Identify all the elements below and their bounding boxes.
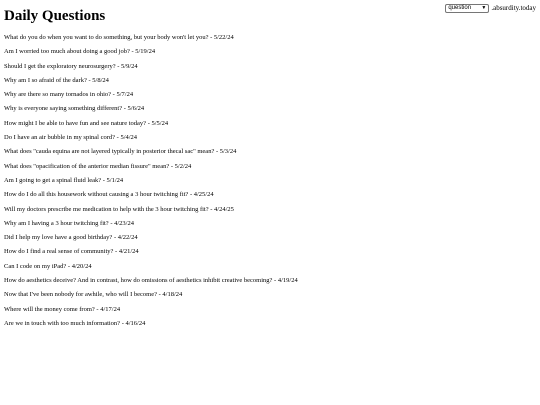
question-link[interactable]: [4, 134, 137, 141]
question-item: [4, 120, 298, 134]
question-link[interactable]: [4, 163, 191, 170]
chevron-down-icon: ▼: [481, 5, 487, 11]
question-text: Are we in touch with too much information?: [4, 319, 121, 327]
question-link[interactable]: [4, 191, 214, 198]
question-separator: -: [113, 248, 119, 256]
question-separator: -: [120, 319, 126, 327]
question-date: 4/22/24: [117, 234, 138, 242]
question-text: Why are there so many tornados in ohio?: [4, 91, 112, 99]
question-link[interactable]: [4, 177, 123, 184]
question-text: Am I worried too much about doing a good job?: [4, 48, 130, 56]
question-item: [4, 291, 298, 305]
question-item: [4, 234, 298, 248]
question-separator: -: [101, 176, 107, 184]
question-link[interactable]: [4, 206, 234, 213]
question-text: Why am I having a 3 hour twitching fit?: [4, 219, 109, 227]
question-text: Should I get the exploratory neurosurgery?: [4, 62, 116, 70]
question-link[interactable]: [4, 34, 234, 41]
question-date: 4/19/24: [277, 277, 298, 285]
question-separator: -: [156, 291, 163, 299]
question-separator: -: [129, 48, 136, 56]
question-text: How do aesthetics deceive? And in contrast, how do omissions of aesthetics inhibit creative becoming?: [4, 277, 273, 285]
question-link[interactable]: [4, 120, 168, 127]
question-text: Do I have an air bubble in my spinal cord?: [4, 134, 116, 142]
site-switcher: [445, 4, 536, 13]
question-item: [4, 177, 298, 191]
question-item: [4, 306, 298, 320]
question-date: 5/1/24: [106, 176, 124, 184]
question-separator: -: [169, 162, 175, 170]
question-list: [4, 34, 298, 334]
page-title: Daily Questions: [4, 8, 106, 24]
question-date: 5/7/24: [116, 91, 134, 99]
question-item: [4, 263, 298, 277]
question-date: 5/8/24: [92, 76, 109, 84]
question-date: 5/6/24: [127, 105, 145, 113]
question-separator: -: [111, 91, 117, 99]
question-date: 5/2/24: [174, 162, 192, 170]
question-link[interactable]: [4, 291, 182, 298]
question-separator: -: [108, 219, 115, 227]
question-link[interactable]: [4, 320, 145, 327]
question-item: [4, 248, 298, 262]
question-date: 4/23/24: [114, 219, 134, 227]
question-text: What does "opacification of the anterior median fissure" mean?: [4, 162, 170, 170]
question-date: 4/21/24: [118, 248, 139, 256]
question-item: [4, 206, 298, 220]
question-separator: -: [208, 34, 214, 41]
question-link[interactable]: [4, 91, 133, 98]
question-item: [4, 277, 298, 291]
question-link[interactable]: [4, 105, 144, 112]
question-item: [4, 77, 298, 91]
question-separator: -: [188, 191, 194, 199]
site-domain: .absurdity.today: [491, 4, 536, 12]
question-date: 5/4/24: [120, 134, 138, 142]
question-text: What do you do when you want to do something, but your body won't let you?: [4, 34, 209, 41]
question-link[interactable]: [4, 148, 236, 155]
question-separator: -: [112, 234, 118, 242]
question-item: [4, 148, 298, 162]
question-text: What does "cauda equina are not layered typically in posterior thecal sac" mean?: [4, 148, 215, 156]
question-separator: -: [94, 305, 101, 313]
question-date: 4/16/24: [125, 319, 146, 327]
site-select-dropdown[interactable]: [445, 4, 489, 13]
question-text: Will my doctors prescribe me medication to help with the 3 hour twitching fit?: [4, 205, 209, 213]
question-link[interactable]: [4, 63, 138, 70]
question-text: Where will the money come from?: [4, 305, 95, 313]
question-date: 5/22/24: [213, 34, 234, 41]
question-item: [4, 48, 298, 62]
question-separator: -: [115, 62, 122, 70]
question-item: [4, 34, 298, 48]
question-date: 4/20/24: [71, 262, 92, 270]
question-date: 5/19/24: [135, 48, 156, 56]
question-item: [4, 105, 298, 119]
question-item: [4, 163, 298, 177]
question-text: How do I do all this housework without causing a 3 hour twitching fit?: [4, 191, 189, 199]
question-date: 4/17/24: [100, 305, 121, 313]
question-separator: -: [122, 105, 128, 113]
question-item: [4, 320, 298, 334]
question-link[interactable]: [4, 77, 109, 84]
question-separator: -: [66, 262, 72, 270]
question-link[interactable]: [4, 306, 120, 313]
question-text: Why am I so afraid of the dark?: [4, 76, 87, 84]
question-text: Why is everyone saying something different?: [4, 105, 123, 113]
question-text: How might I be able to have fun and see nature today?: [4, 119, 147, 127]
question-item: [4, 63, 298, 77]
question-date: 4/18/24: [162, 291, 183, 299]
question-link[interactable]: [4, 220, 134, 227]
question-date: 5/9/24: [121, 62, 138, 70]
question-link[interactable]: [4, 248, 139, 255]
question-link[interactable]: [4, 263, 92, 270]
question-date: 4/24/25: [214, 205, 234, 213]
question-date: 4/25/24: [193, 191, 214, 199]
question-item: [4, 220, 298, 234]
question-separator: -: [214, 148, 220, 156]
question-item: [4, 91, 298, 105]
question-separator: -: [146, 119, 152, 127]
question-item: [4, 134, 298, 148]
question-text: How do I find a real sense of community?: [4, 248, 114, 256]
question-separator: -: [208, 205, 215, 213]
question-separator: -: [115, 134, 121, 142]
question-item: [4, 191, 298, 205]
question-link[interactable]: [4, 277, 298, 284]
question-text: Am I going to get a spinal fluid leak?: [4, 176, 102, 184]
question-link[interactable]: [4, 234, 138, 241]
question-separator: -: [86, 76, 93, 84]
question-date: 5/3/24: [219, 148, 237, 156]
question-text: Did I help my love have a good birthday?: [4, 234, 113, 242]
question-date: 5/5/24: [151, 119, 169, 127]
site-select-value: question: [448, 5, 472, 11]
question-text: Now that I've been nobody for awhile, who will I become?: [4, 291, 157, 299]
question-text: Can I code on my iPad?: [4, 262, 67, 270]
question-link[interactable]: [4, 48, 155, 55]
question-separator: -: [272, 277, 278, 285]
